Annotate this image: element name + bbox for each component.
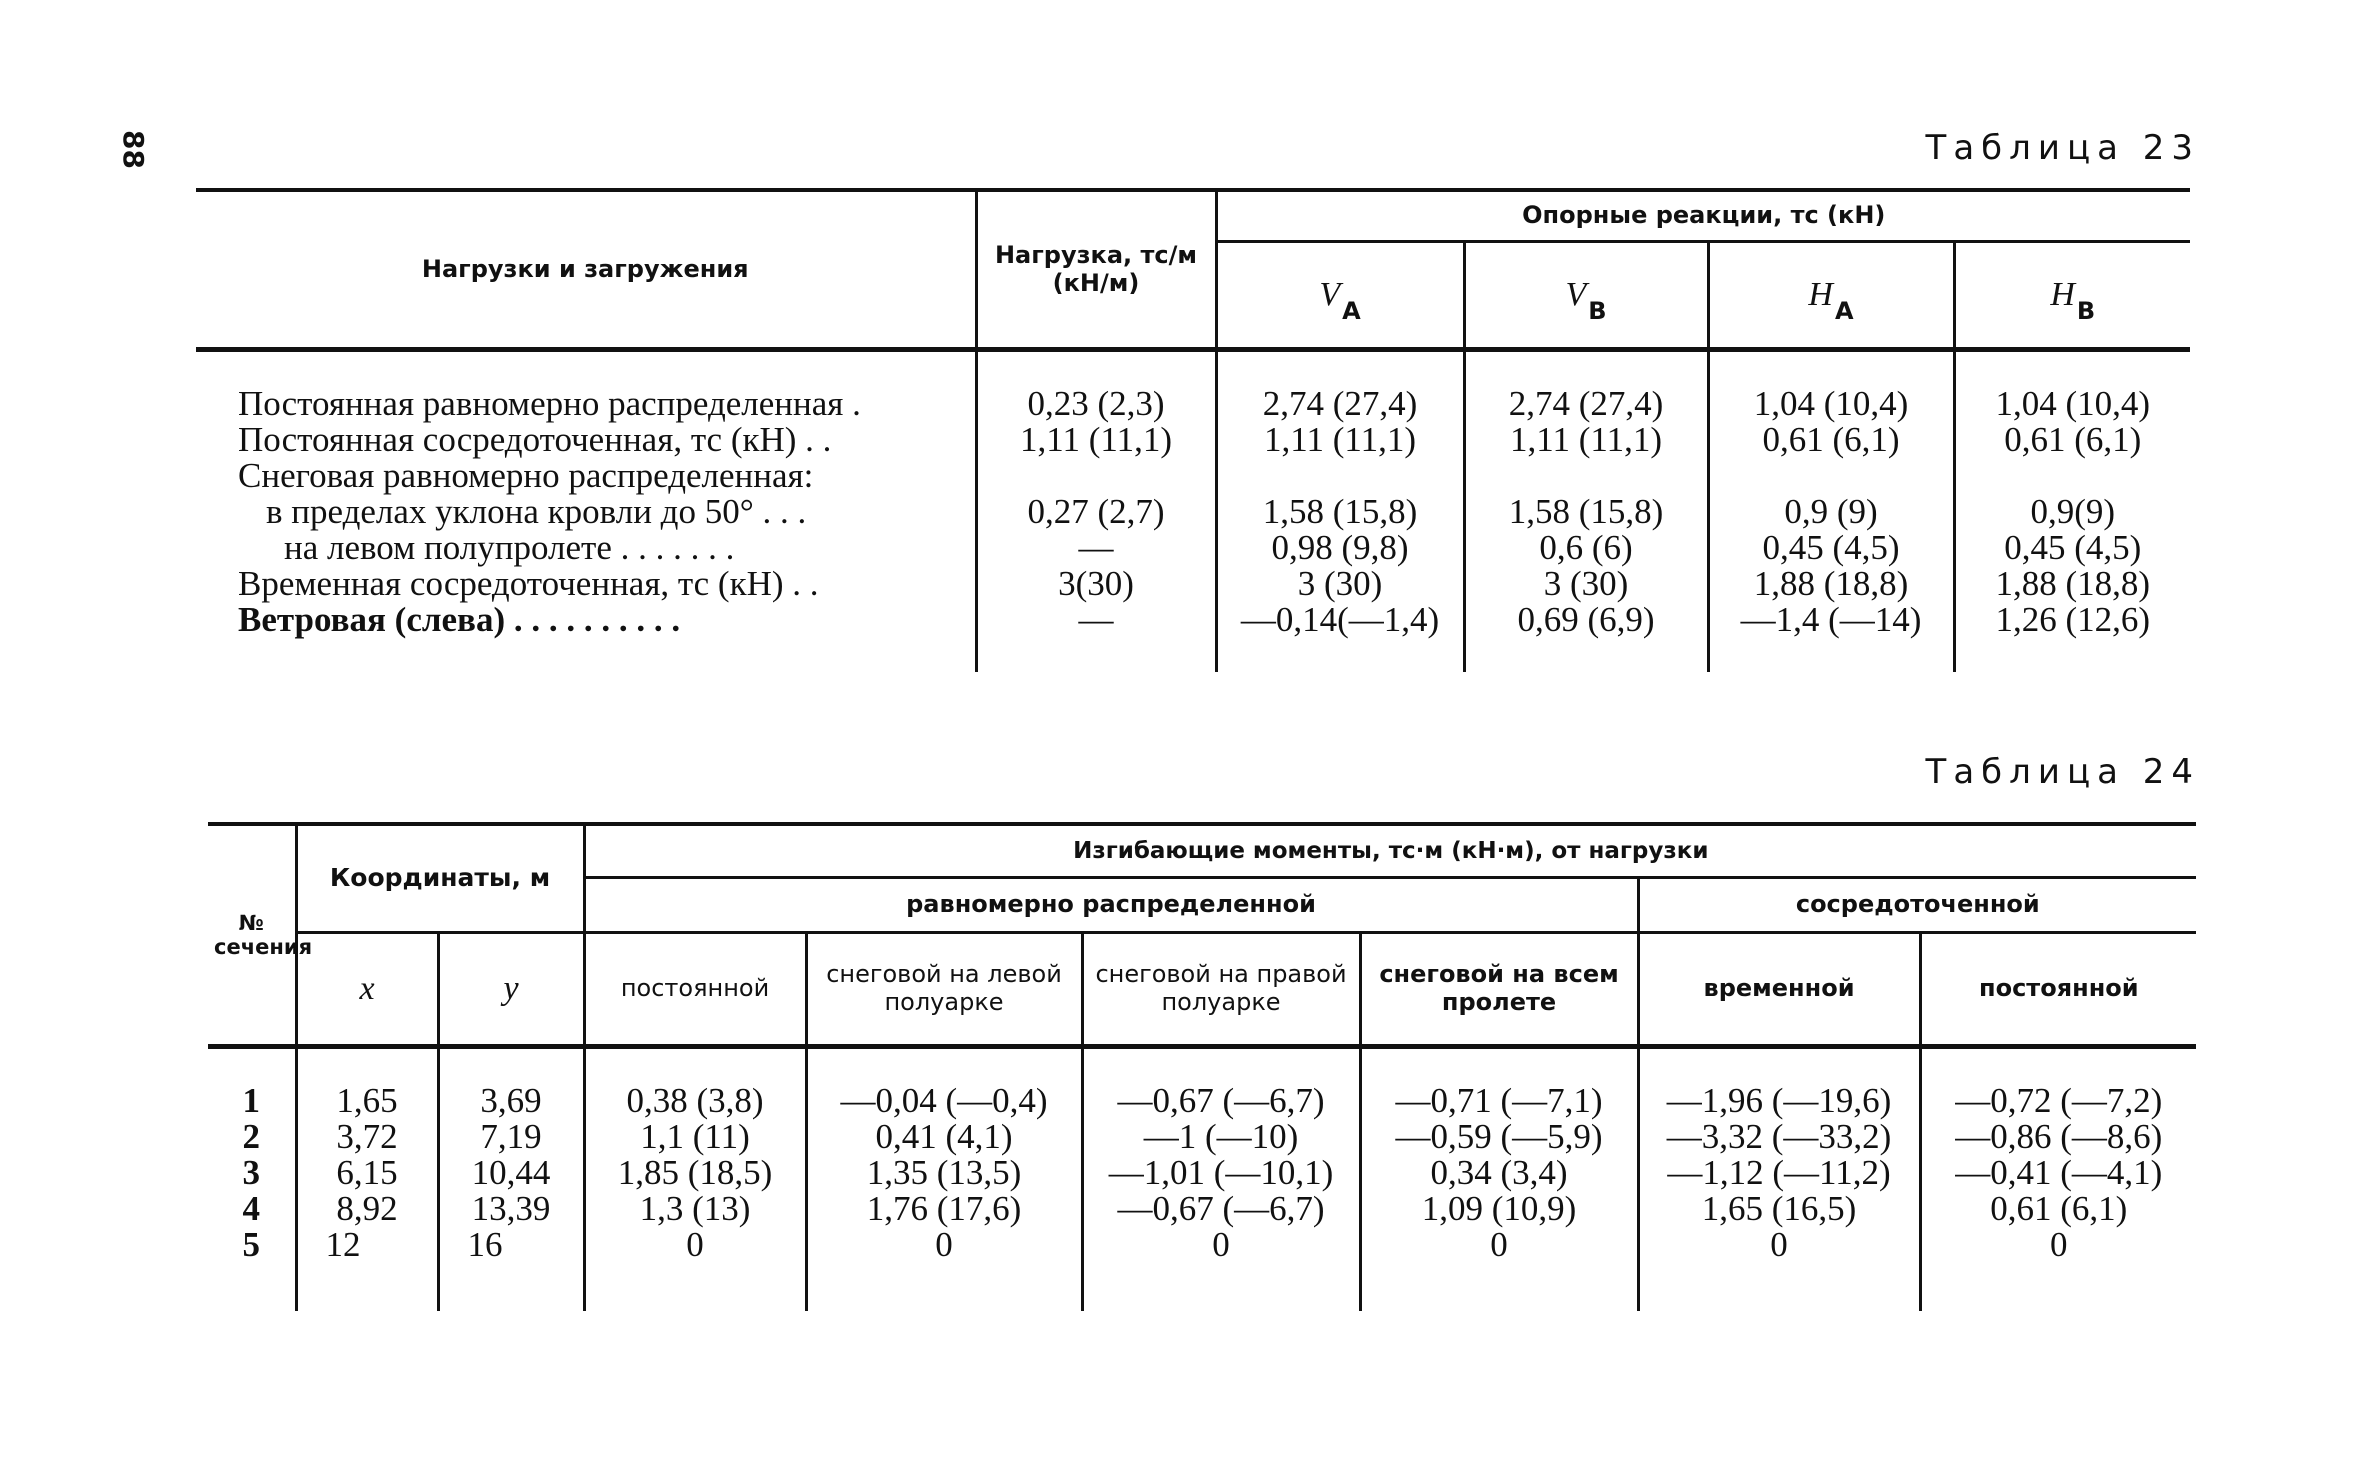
cell-temporary: —3,32 (—33,2) [1638,1119,1920,1155]
cell-permanent-concentrated: —0,86 (—8,6) [1920,1119,2196,1155]
header-snow-left: снеговой на левой полуарке [806,933,1082,1047]
cell-section: 2 [242,1117,260,1156]
header-section: № сечения [208,824,296,1047]
cell-y: 13,39 [438,1191,584,1227]
cell-section: 3 [242,1153,260,1192]
cell-snow-right: —1,01 (—10,1) [1082,1155,1360,1191]
cell-vb: 0,69 (6,9) [1464,602,1708,672]
table-24-caption: Таблица 24 [1925,752,2200,792]
cell-ha: 0,61 (6,1) [1708,422,1954,458]
table-row [208,1119,2196,1155]
cell-hb: 0,61 (6,1) [1954,422,2190,458]
header-x: x [296,933,438,1047]
cell-snow-left: 1,35 (13,5) [806,1155,1082,1191]
cell-hb: 1,88 (18,8) [1954,566,2190,602]
header-permanent-concentrated: постоянной [1920,933,2196,1047]
cell-ha: 0,9 (9) [1708,494,1954,530]
table-row [196,350,2190,423]
cell-snow-left: 0 [806,1227,1082,1311]
cell-vb: 1,58 (15,8) [1464,494,1708,530]
cell-va: 1,58 (15,8) [1216,494,1464,530]
header-snow-right: снеговой на правой полуарке [1082,933,1360,1047]
cell-load: — [976,530,1216,566]
cell-va: —0,14(—1,4) [1216,602,1464,672]
cell-temporary: 1,65 (16,5) [1638,1191,1920,1227]
cell-hb [1954,458,2190,494]
cell-permanent-concentrated: —0,72 (—7,2) [1920,1047,2196,1120]
cell-vb: 1,11 (11,1) [1464,422,1708,458]
cell-snow-full: 0 [1360,1227,1638,1311]
cell-section: 1 [242,1081,260,1120]
row-name: Постоянная равномерно распределенная . [238,384,861,423]
cell-y: 10,44 [438,1155,584,1191]
table-23 [196,188,2190,672]
cell-permanent: 1,1 (11) [584,1119,806,1155]
header-va: VA [1216,242,1464,350]
table-24 [208,822,2196,1311]
cell-load: 0,23 (2,3) [976,350,1216,423]
cell-ha: 0,45 (4,5) [1708,530,1954,566]
cell-x: 3,72 [296,1119,438,1155]
row-name: Временная сосредоточенная, тс (кН) . . [238,564,819,603]
cell-snow-full: —0,71 (—7,1) [1360,1047,1638,1120]
cell-temporary: —1,96 (—19,6) [1638,1047,1920,1120]
cell-snow-left: —0,04 (—0,4) [806,1047,1082,1120]
table-row [196,530,2190,566]
cell-snow-right: —1 (—10) [1082,1119,1360,1155]
cell-vb: 0,6 (6) [1464,530,1708,566]
cell-snow-right: 0 [1082,1227,1360,1311]
table-row [196,602,2190,672]
header-coords: Координаты, м [296,824,584,933]
table-23-caption: Таблица 23 [1925,128,2200,168]
cell-permanent-concentrated: 0,61 (6,1) [1920,1191,2196,1227]
cell-ha: 1,88 (18,8) [1708,566,1954,602]
cell-x: 6,15 [296,1155,438,1191]
cell-y: 7,19 [438,1119,584,1155]
header-temporary: временной [1638,933,1920,1047]
cell-snow-full: 0,34 (3,4) [1360,1155,1638,1191]
cell-hb: 0,45 (4,5) [1954,530,2190,566]
cell-vb: 2,74 (27,4) [1464,350,1708,423]
table-row [196,566,2190,602]
cell-snow-full: —0,59 (—5,9) [1360,1119,1638,1155]
cell-snow-right: —0,67 (—6,7) [1082,1047,1360,1120]
header-hb: HB [1954,242,2190,350]
cell-hb: 1,26 (12,6) [1954,602,2190,672]
cell-temporary: 0 [1638,1227,1920,1311]
cell-vb: 3 (30) [1464,566,1708,602]
header-distributed: равномерно распределенной [584,878,1638,933]
table-row [196,422,2190,458]
cell-snow-right: —0,67 (—6,7) [1082,1191,1360,1227]
table-row [208,1155,2196,1191]
cell-load [976,458,1216,494]
cell-y: 3,69 [438,1047,584,1120]
cell-temporary: —1,12 (—11,2) [1638,1155,1920,1191]
header-vb: VB [1464,242,1708,350]
cell-hb: 0,9(9) [1954,494,2190,530]
cell-permanent: 1,3 (13) [584,1191,806,1227]
cell-ha [1708,458,1954,494]
cell-x: 8,92 [296,1191,438,1227]
cell-permanent: 0,38 (3,8) [584,1047,806,1120]
table-row [208,1191,2196,1227]
header-loads: Нагрузки и загружения [196,190,976,350]
cell-snow-left: 0,41 (4,1) [806,1119,1082,1155]
row-name: Снеговая равномерно распределенная: [238,456,814,495]
header-ha: HA [1708,242,1954,350]
header-reactions: Опорные реакции, тс (кН) [1216,190,2190,242]
cell-vb [1464,458,1708,494]
cell-va: 1,11 (11,1) [1216,422,1464,458]
table-row [208,1227,2196,1311]
cell-load: 3(30) [976,566,1216,602]
header-concentrated: сосредоточенной [1638,878,2196,933]
row-name: Постоянная сосредоточенная, тс (кН) . . [238,420,832,459]
header-y: y [438,933,584,1047]
cell-load: 1,11 (11,1) [976,422,1216,458]
cell-va: 3 (30) [1216,566,1464,602]
cell-ha: 1,04 (10,4) [1708,350,1954,423]
row-name: на левом полупролете . . . . . . . [284,528,735,567]
cell-permanent: 1,85 (18,5) [584,1155,806,1191]
table-row [196,458,2190,494]
cell-hb: 1,04 (10,4) [1954,350,2190,423]
cell-load: — [976,602,1216,672]
cell-permanent: 0 [584,1227,806,1311]
cell-load: 0,27 (2,7) [976,494,1216,530]
cell-va: 2,74 (27,4) [1216,350,1464,423]
cell-snow-full: 1,09 (10,9) [1360,1191,1638,1227]
cell-y: 16 [438,1227,584,1311]
cell-permanent-concentrated: 0 [1920,1227,2196,1311]
table-row [196,494,2190,530]
table-row [208,1047,2196,1120]
cell-section: 4 [242,1189,260,1228]
cell-snow-left: 1,76 (17,6) [806,1191,1082,1227]
header-permanent: постоянной [584,933,806,1047]
cell-ha: —1,4 (—14) [1708,602,1954,672]
cell-permanent-concentrated: —0,41 (—4,1) [1920,1155,2196,1191]
cell-va [1216,458,1464,494]
header-moments: Изгибающие моменты, тс·м (кН·м), от нагрузки [584,824,2196,878]
header-snow-full: снеговой на всем пролете [1360,933,1638,1047]
cell-section: 5 [242,1225,260,1264]
cell-x: 12 [296,1227,438,1311]
header-intensity: Нагрузка, тс/м (кН/м) [976,190,1216,350]
row-name: в пределах уклона кровли до 50° . . . [266,492,807,531]
cell-va: 0,98 (9,8) [1216,530,1464,566]
row-name: Ветровая (слева) . . . . . . . . . . [238,600,681,639]
cell-x: 1,65 [296,1047,438,1120]
page-number: 88 [117,130,150,169]
